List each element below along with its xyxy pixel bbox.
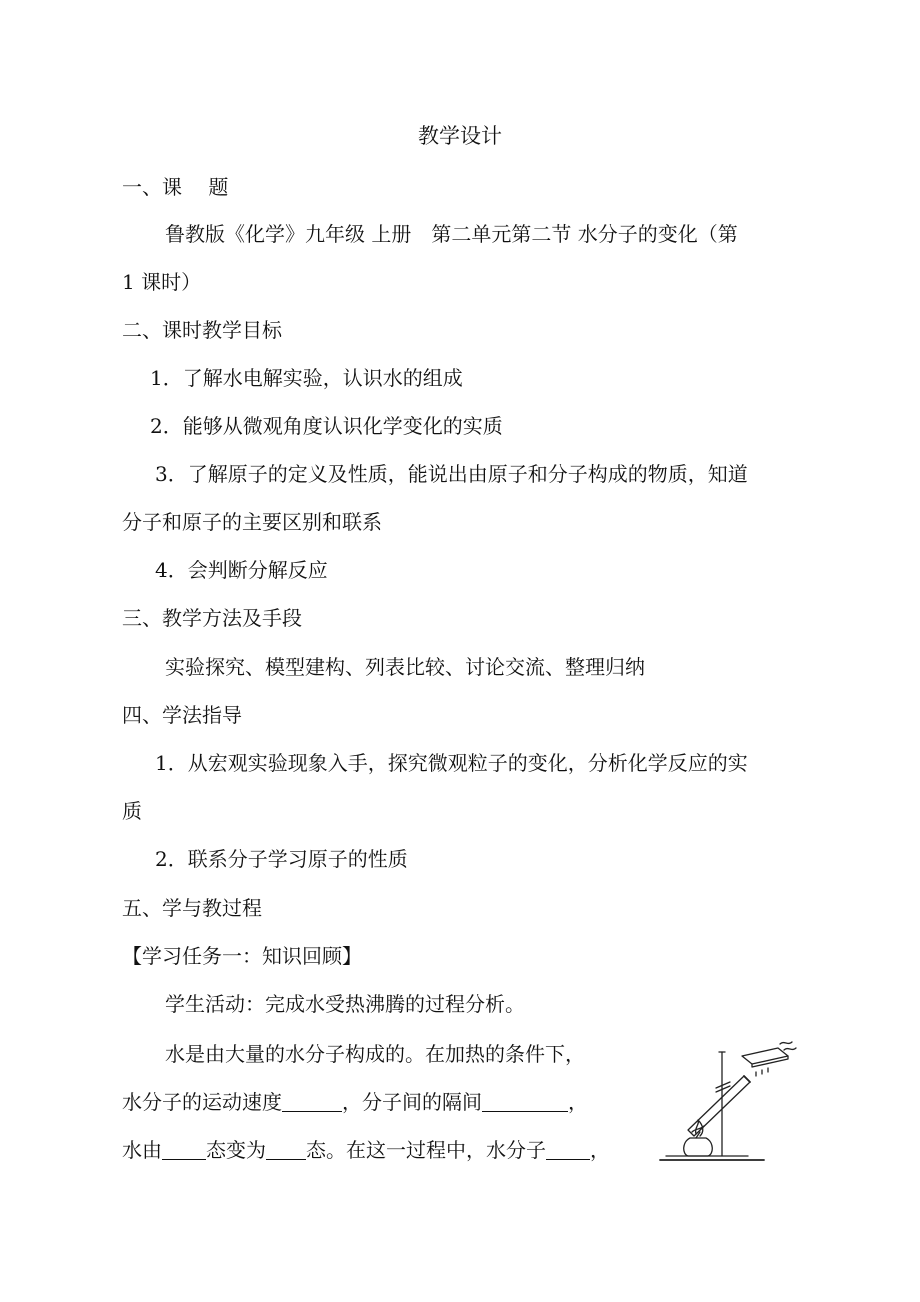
- fill-blank[interactable]: [546, 1139, 590, 1160]
- section-5-heading: 五、学与教过程: [122, 896, 262, 920]
- section-4-heading: 四、学法指导: [122, 703, 242, 727]
- guidance-2: 2．联系分子学习原子的性质: [155, 847, 408, 871]
- guidance-1-line-2: 质: [122, 799, 142, 823]
- paragraph-text: ，分子间的隔间: [342, 1090, 482, 1114]
- objective-3-line-1: 3．了解原子的定义及性质，能说出由原子和分子构成的物质，知道: [155, 462, 748, 486]
- boiling-water-apparatus-illustration: [652, 1036, 802, 1168]
- section-3-body: 实验探究、模型建构、列表比较、讨论交流、整理归纳: [165, 655, 645, 679]
- paragraph-line-1: 水是由大量的水分子构成的。在加热的条件下，: [165, 1042, 585, 1066]
- student-activity: 学生活动：完成水受热沸腾的过程分析。: [165, 992, 525, 1016]
- paragraph-text: 水由: [122, 1138, 162, 1162]
- paragraph-text: 态。在这一过程中，水分子: [306, 1138, 546, 1162]
- objective-2: 2．能够从微观角度认识化学变化的实质: [150, 414, 503, 438]
- section-3-heading: 三、教学方法及手段: [122, 606, 302, 630]
- section-1-body-line-1: 鲁教版《化学》九年级 上册 第二单元第二节 水分子的变化（第: [165, 222, 738, 246]
- section-1-body-line-2: 1 课时）: [122, 270, 202, 294]
- objective-1: 1．了解水电解实验，认识水的组成: [150, 366, 463, 390]
- section-2-heading: 二、课时教学目标: [122, 318, 282, 342]
- paragraph-line-2: [122, 1088, 588, 1116]
- task-1-heading: 【学习任务一：知识回顾】: [122, 944, 362, 968]
- paragraph-text: 态变为: [206, 1138, 266, 1162]
- paragraph-text: ，: [590, 1138, 610, 1162]
- fill-blank[interactable]: [282, 1091, 342, 1112]
- fill-blank[interactable]: [162, 1139, 206, 1160]
- fill-blank[interactable]: [482, 1091, 568, 1112]
- paragraph-line-3: [122, 1136, 610, 1164]
- paragraph-text: ，: [568, 1090, 588, 1114]
- fill-blank[interactable]: [266, 1139, 306, 1160]
- paragraph-text: 水分子的运动速度: [122, 1090, 282, 1114]
- page-title: 教学设计: [418, 124, 502, 148]
- objective-3-line-2: 分子和原子的主要区别和联系: [122, 510, 382, 534]
- objective-4: 4．会判断分解反应: [155, 558, 328, 582]
- section-1-heading: 一、课 题: [122, 175, 229, 199]
- guidance-1-line-1: 1．从宏观实验现象入手，探究微观粒子的变化，分析化学反应的实: [155, 751, 748, 775]
